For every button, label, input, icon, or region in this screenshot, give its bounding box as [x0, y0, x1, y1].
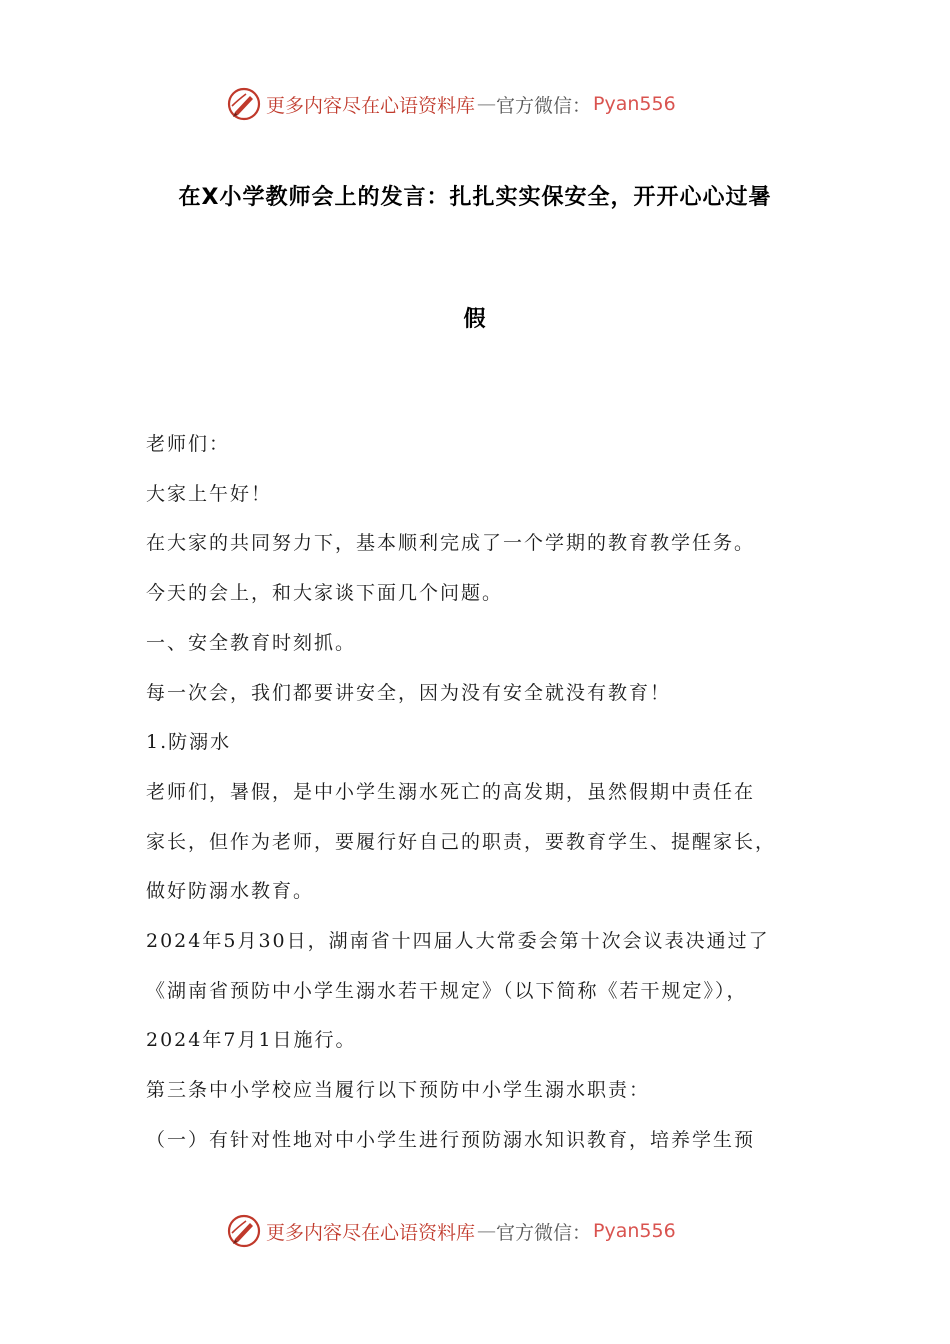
- body-paragraph: 今天的会上，和大家谈下面几个问题。: [146, 582, 504, 605]
- footer-banner: [226, 1211, 676, 1251]
- pen-logo-icon: [226, 1213, 262, 1249]
- banner-dash: —: [477, 93, 495, 115]
- body-paragraph: 2024年5月30日，湖南省十四届人大常委会第十次会议表决通过了: [146, 930, 770, 953]
- pen-logo-icon: [226, 86, 262, 122]
- body-paragraph: 2024年7月1日施行。: [146, 1029, 357, 1052]
- body-paragraph: （一）有针对性地对中小学生进行预防溺水知识教育，培养学生预: [146, 1128, 756, 1151]
- banner-brand: 更多内容尽在心语资料库: [266, 94, 476, 117]
- document-title-line-1: 在X小学教师会上的发言：扎扎实实保安全，开开心心过暑: [178, 185, 772, 210]
- section-heading: 一、安全教育时刻抓。: [146, 631, 357, 654]
- body-paragraph: 在大家的共同努力下，基本顺利完成了一个学期的教育教学任务。: [146, 532, 756, 555]
- banner-wechat-id: Pyan556: [593, 93, 676, 115]
- document-title-line-2: 假: [463, 307, 487, 332]
- body-paragraph: 大家上午好！: [146, 482, 273, 505]
- body-paragraph: 家长，但作为老师，要履行好自己的职责，要教育学生、提醒家长，: [146, 830, 777, 853]
- banner-brand: 更多内容尽在心语资料库: [266, 1221, 476, 1244]
- body-paragraph: 第三条中小学校应当履行以下预防中小学生溺水职责：: [146, 1079, 651, 1102]
- header-banner: [226, 84, 676, 124]
- banner-dash: —: [477, 1220, 495, 1242]
- body-paragraph: 每一次会，我们都要讲安全，因为没有安全就没有教育！: [146, 681, 672, 704]
- banner-wechat-id: Pyan556: [593, 1220, 676, 1242]
- subsection-heading: 1.防溺水: [146, 731, 232, 754]
- body-paragraph: 老师们，暑假，是中小学生溺水死亡的高发期，虽然假期中责任在: [146, 780, 756, 803]
- body-paragraph: 老师们：: [146, 433, 231, 455]
- body-paragraph: 做好防溺水教育。: [146, 880, 315, 903]
- banner-subtitle: 官方微信：: [496, 1221, 592, 1244]
- document-body: [146, 420, 808, 1166]
- body-paragraph: 《湖南省预防中小学生溺水若干规定》（以下简称《若干规定》），: [146, 979, 748, 1002]
- banner-subtitle: 官方微信：: [496, 94, 592, 117]
